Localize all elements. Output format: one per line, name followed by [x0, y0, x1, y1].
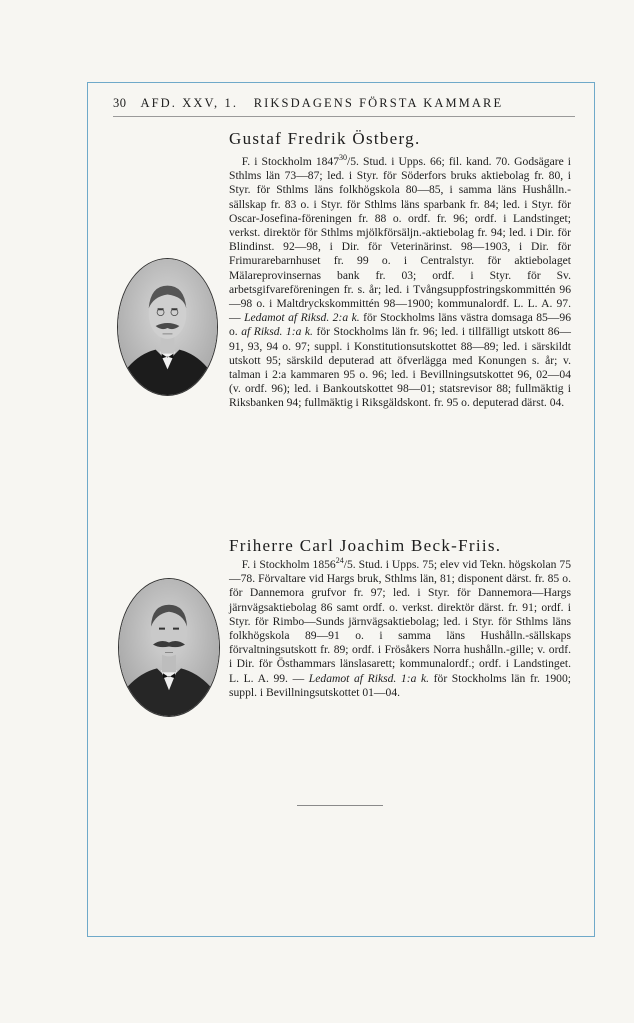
bio-text: F. i Stockholm 1856 — [241, 558, 336, 571]
bottom-rule — [297, 805, 383, 806]
birth-day-superscript: 30 — [339, 153, 348, 163]
portrait-ostberg — [117, 258, 218, 396]
birth-day-superscript: 24 — [335, 556, 344, 566]
running-head — [113, 96, 575, 116]
entry-bio-ostberg — [229, 155, 571, 411]
bio-text: för Stockholms läns västra domsaga 85—96 o. — [229, 311, 571, 339]
bio-italic: Ledamot af Riksd. 2:a k. — [244, 311, 360, 325]
page-number: 30 — [113, 96, 127, 110]
bio-text: /5. Stud. i Upps. 66; fil. kand. 70. Godsägare i Sthlms län 73—87; led. i Styr. för Söderfors bruks aktiebolag fr. 80, i Styr. för Sthlms läns folkhögskola 80—85, i samma läns Hushålln.-sällskap fr. 83 o. i Styr. för Sthlms läns sparbank fr. 84; led. i Styr. för Oscar-Josefina-föreningen fr. 88 o. ordf. fr. 96; ordf. i Landstinget; verkst. direktör för Sthlms mjölkförsäljn.-aktiebolag fr. 94; led. i Dir. för Blindinst. 92—98, i Dir. för Veterinärinst. 98—1903, i Dir. för Frimurarebarnhuset fr. 99 o. i Centralstyr. för aktiebolaget Mälareprovinsernas bank fr. 03; ordf. i Styr. för Sv. arbetsgifvareföreningen fr. s. år; led. i Tvångsuppfostringskommittén 96—98 o. i Maltdryckskommittén 98—1900; kommunalordf. L. L. A. 97. — — [229, 155, 572, 325]
bio-text: för Stockholms län fr. 96; led. i tillfälligt utskott 86—91, 93, 94 o. 97; suppl. i Konstitutionsutskottet 88—89; led. i särskildt utskott 95; särskild deputerad att öfverlägga med Konungen s. år; v. talman i 2:a kammaren 95 o. 96; led. i Bevillningsutskottet 96, 02—04 (v. ordf. 96); led. i Bankoutskottet 98—01; statsrevisor 88; fullmäktig i Riksbanken 94; fullmäktig i Riksgäldskont. fr. 95 o. deputerad därst. 04. — [229, 325, 571, 410]
entry-name-ostberg: Gustaf Fredrik Östberg. — [229, 129, 421, 148]
bio-italic: af Riksd. 1:a k. — [241, 325, 313, 339]
bio-text: /5. Stud. i Upps. 75; elev vid Tekn. högskolan 75—78. Förvaltare vid Hargs bruk, Sthlms län, 81; disponent därst. fr. 85 o. för Dannemora grufvor fr. 97; led. i Styr. för Dannemora—Hargs järnvägsaktiebolag 86 samt ordf. o. verkst. direktör därst. fr. 91; ordf. i Styr. för Rimbo—Sunds järnvägsaktiebolag; led. i Styr. för Sthlms läns folkhögskola 89—91 o. i samma läns Hushålln.-sällskaps förvaltningsutskott fr. 89; ordf. i Frösåkers Norra hushålln.-gille; v. ordf. i Dir. för Östhammars länslasarett; kommunalordf.; ordf. i Landstinget. L. L. A. 99. — — [229, 558, 572, 685]
entry-bio-beck-friis — [229, 558, 571, 700]
bio-text: för Stockholms län fr. 1900; suppl. i Bevillningsutskottet 01—04. — [229, 671, 571, 699]
running-title: AFD. XXV, 1. RIKSDAGENS FÖRSTA KAMMARE — [140, 96, 504, 110]
entry-name-beck-friis: Friherre Carl Joachim Beck-Friis. — [229, 536, 502, 555]
bio-text: F. i Stockholm 1847 — [241, 155, 340, 168]
header-rule — [113, 116, 575, 117]
portrait-beck-friis — [118, 578, 220, 717]
bio-italic: Ledamot af Riksd. 1:a k. — [308, 671, 430, 685]
portrait-photo — [119, 579, 219, 716]
portrait-photo — [118, 259, 217, 395]
